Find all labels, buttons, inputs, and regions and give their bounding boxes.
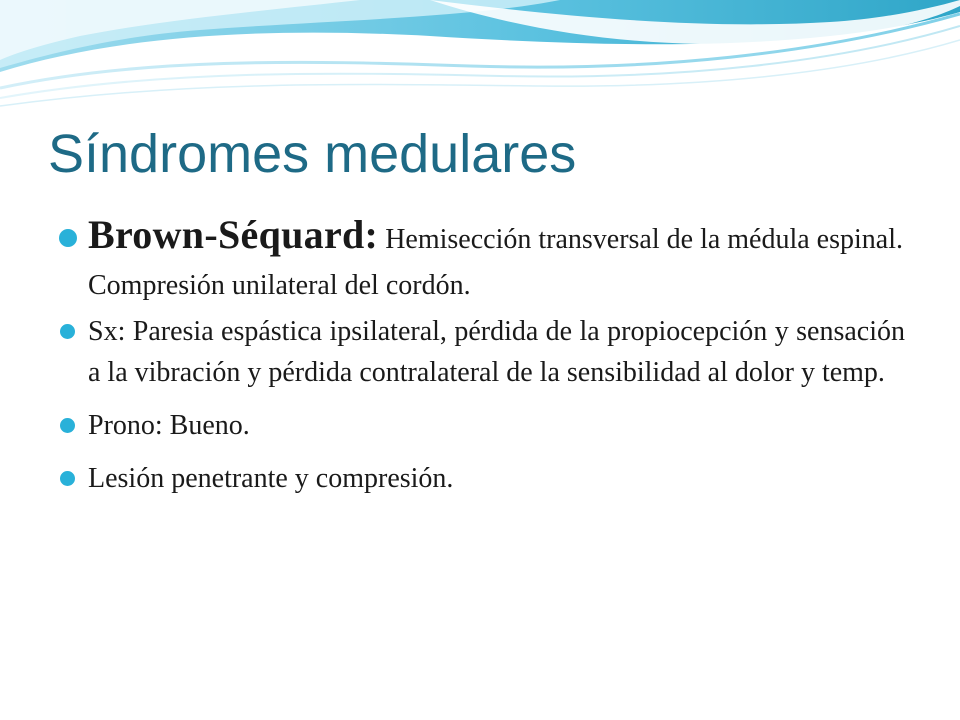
bullet-dot-icon (60, 418, 75, 433)
bullet-list (88, 212, 905, 511)
slide-title: Síndromes medulares (48, 124, 577, 184)
bullet-symptoms (88, 311, 905, 393)
bullet-prognosis (88, 405, 905, 446)
wave-header-decoration (0, 0, 960, 115)
bullet-causes (88, 458, 905, 499)
bullet-text: Sx: Paresia espástica ipsilateral, pérdida de la propiocepción y sensación a la vibración y pérdida contralateral de la sensibilidad al dolor y temp. (88, 316, 905, 388)
bullet-term: Brown-Séquard: (88, 212, 379, 257)
bullet-text: Prono: Bueno. (88, 410, 250, 441)
bullet-dot-icon (60, 324, 75, 339)
bullet-text: Lesión penetrante y compresión. (88, 463, 454, 494)
bullet-text: Hemisección transversal de la médula espinal. Compresión unilateral del cordón. (88, 224, 903, 301)
bullet-dot-icon (60, 471, 75, 486)
bullet-brown-sequard (88, 212, 905, 309)
bullet-dot-icon (59, 229, 77, 247)
